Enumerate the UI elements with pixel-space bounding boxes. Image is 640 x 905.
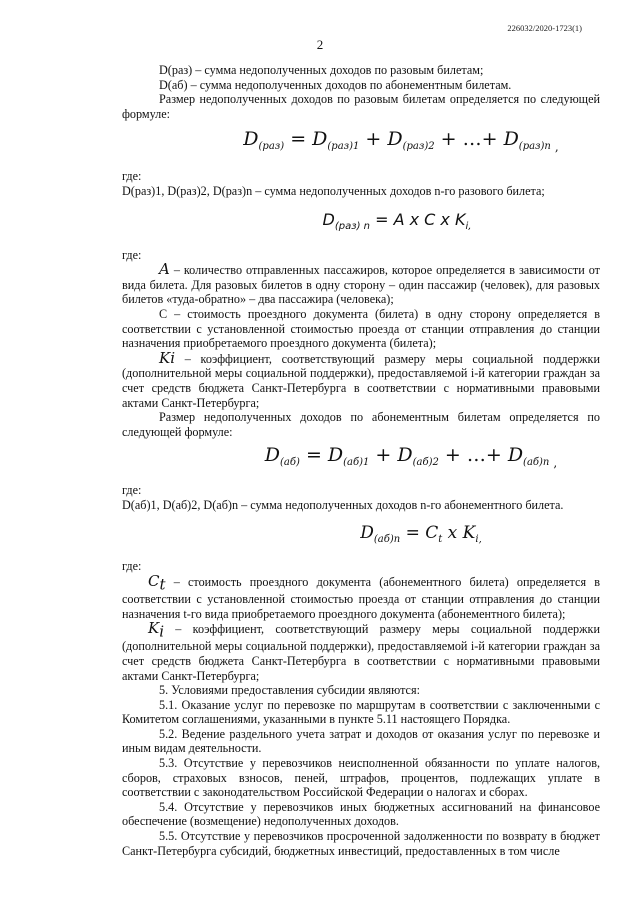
clause-5-5: 5.5. Отсутствие у перевозчиков просроченной задолженности по возврату в бюджет Санкт-Петербурга субсидий, бюджетных инвестиций, предоставленных в том числе [122,829,600,858]
formula-term: D [327,444,344,467]
label-where: где: [122,559,142,574]
definition-text: – количество отправленных пассажиров, которое определяется в зависимости от вида билета. Для разовых билетов в одну сторону – один пассажир (человек), для разовых билетов «туда-обратно» – два пассажира (человека); [122,263,600,307]
formula-comma: , [554,140,559,155]
paragraph-a-definition [122,262,600,307]
formula-subscript: (аб)1 [343,457,370,469]
formula-raz-sum [122,127,600,159]
formula-rhs: = A x C x K [370,209,466,229]
formula-term: D [243,128,259,151]
label-where: где: [122,483,142,498]
formula-subscript: (раз)1 [327,141,360,153]
formula-rhs: = C [400,523,439,544]
paragraph-d-raz: D(раз) – сумма недополученных доходов по разовым билетам; [159,63,484,77]
formula-term: D [312,128,328,151]
formula-term: D [360,523,374,544]
formula-operator: + …+ [438,444,508,467]
formula-operator: + …+ [434,128,504,151]
section-5-heading: 5. Условиями предоставления субсидии являются: [159,683,420,698]
formula-term: D [387,128,403,151]
formula-subscript: i, [465,220,472,232]
paragraph-ab-formula-intro: Размер недополученных доходов по абонементным билетам определяется по следующей формуле: [122,410,600,439]
formula-operator: = [284,128,313,151]
paragraph-raz-formula-intro: Размер недополученных доходов по разовым билетам определяется по следующей формуле: [122,92,600,121]
formula-term: D [397,444,413,467]
formula-raz-n [122,209,600,238]
paragraph-ct-definition [122,574,600,621]
definition-text: – коэффициент, соответствующий размеру меры социальной поддержки (дополнительной меры социальной поддержки), предоставляемой i-й категории граждан за счет средств бюджета Санкт-Петербурга в соответствии с нормативными правовыми актами Санкт-Петербурга; [122,351,600,410]
clause-5-2: 5.2. Ведение раздельного учета затрат и доходов от оказания услуг по перевозке и иным видам деятельности. [122,726,600,756]
paragraph-ki-definition [122,348,600,410]
symbol-ki: Ki [159,348,176,367]
formula-operator: = [299,444,328,467]
formula-subscript: (аб)2 [412,457,439,469]
formula-subscript: i, [475,534,482,546]
formula-subscript: (раз)2 [402,141,435,153]
formula-subscript: (раз)n [518,141,551,153]
formula-subscript: (раз) n [334,220,370,232]
formula-term: D [264,444,281,467]
definition-text: – коэффициент, соответствующий размеру меры социальной поддержки (дополнительной меры социальной поддержки), предоставляемой i-й категории граждан за счет средств бюджета Санкт-Петербурга в соответствии с нормативными правовыми актами Санкт-Петербурга; [122,622,600,683]
clause-5-1: 5.1. Оказание услуг по перевозке по маршрутам в соответствии с заключенными с Комитетом соглашениями, указанными в пункте 5.11 настоящего Порядка. [122,697,600,727]
formula-term: D [503,128,519,151]
formula-ab-sum [122,443,600,475]
formula-subscript: (раз) [258,141,285,153]
formula-subscript: (аб)n [523,457,550,469]
symbol-c: C [148,572,160,591]
symbol-subscript-t: t [159,575,166,594]
formula-operator: + [369,444,398,467]
page-number: 2 [316,37,324,52]
paragraph-c-definition: С – стоимость проездного документа (билета) в одну сторону определяется в соответствии с установленной стоимостью проезда от станции отправления до станции назначения приобретаемого проездного документа (билета); [122,306,600,351]
symbol-a: A [159,260,170,279]
symbol-k: K [148,619,160,638]
clause-5-3: 5.3. Отсутствие у перевозчиков неисполненной обязанности по уплате налогов, сборов, страховых взносов, пеней, штрафов, процентов, подлежащих уплате в соответствии с законодательством Российской Федерации о налогах и сборах. [122,756,600,800]
symbol-subscript-i: i [159,622,165,641]
formula-subscript: t [438,534,443,546]
formula-comma: , [553,456,558,471]
formula-subscript: (аб) [280,457,300,469]
formula-rhs: x K [442,523,476,544]
paragraph-d-ab: D(аб) – сумма недополученных доходов по абонементным билетам. [159,77,512,92]
paragraph-d-raz-n: D(раз)1, D(раз)2, D(раз)n – сумма недополученных доходов n-го разового билета; [122,183,545,198]
formula-subscript: (аб)n [373,534,401,546]
formula-ab-n [122,522,600,551]
formula-operator: + [359,128,388,151]
paragraph-ki2-definition [122,621,600,683]
label-where: где: [122,169,142,184]
label-where: где: [122,247,142,262]
formula-term: D [322,209,335,229]
document-id: 226032/2020-1723(1) [507,23,582,33]
formula-term: D [507,444,524,467]
document-body [122,63,600,858]
clause-5-4: 5.4. Отсутствие у перевозчиков иных бюджетных ассигнований на финансовое обеспечение (возмещение) недополученных доходов. [122,799,600,829]
definition-text: – стоимость проездного документа (абонементного билета) определяется в соответствии с установленной стоимостью проезда от станции отправления до станции назначения t-го вида приобретаемого проездного документа (абонементного билета); [122,575,600,621]
paragraph-d-ab-n: D(аб)1, D(аб)2, D(аб)n – сумма недополученных доходов n-го абонементного билета. [122,497,564,512]
